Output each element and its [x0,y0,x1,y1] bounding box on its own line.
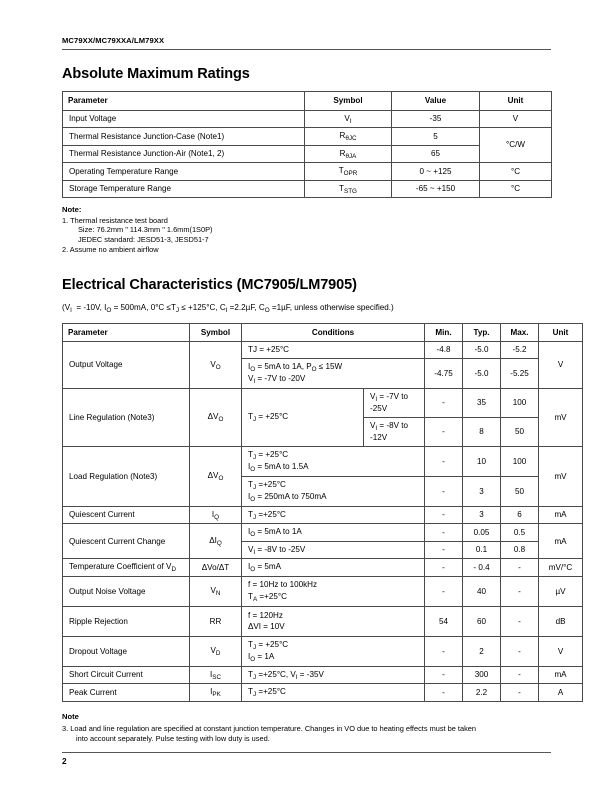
typ-line-regulation-2: 8 [463,417,501,446]
max-quiescent-current: 6 [501,506,539,524]
condition-quiescent-current-change-1: $I_O = 5mA$ to 1A [242,524,425,542]
symbol-subscript: I [225,306,228,314]
max-quiescent-current-change-2: 0.8 [501,541,539,559]
min-quiescent-current: - [425,506,463,524]
condition-load-regulation-1 [242,446,425,476]
max-temperature-coefficient: - [501,559,539,577]
condition-output-voltage-2 [242,358,425,388]
symbol-subscript: O [218,475,224,483]
symbol-subscript: O [215,363,221,371]
symbol-dropout-voltage [190,636,242,666]
symbol-subscript: D [171,566,176,574]
max-dropout-voltage: - [501,636,539,666]
parameter-peak-current: Peak Current [63,684,190,702]
symbol-subscript: D [215,650,221,658]
table-row [63,559,583,577]
symbol-subscript: J [175,306,180,314]
typ-ripple-rejection: 60 [463,606,501,636]
table-row [63,145,552,163]
condition-temperature-coefficient: $I_O = 5mA$ [242,559,425,577]
electrical-characteristics-conditions: ($V_I = -10V$, $I_O = 500mA$, $0^\circ C \le T_J \le +125^\circ C$, $C_I =2.2\mu F$, $C_O =1\mu F$, unless otherwise specified.) [62,302,394,314]
symbol-quiescent-current [190,506,242,524]
max-load-regulation-2: 50 [501,476,539,506]
min-temperature-coefficient: - [425,559,463,577]
table-row [63,110,552,128]
unit-ripple-rejection: dB [539,606,583,636]
parameter-load-regulation: Load Regulation (Note3) [63,446,190,506]
condition-quiescent-current: $T_J =+25^\circ C$ [242,506,425,524]
symbol-subscript: O [218,416,224,424]
typ-quiescent-current: 3 [463,506,501,524]
symbol-main: T [339,183,344,193]
symbol-main: ΔV [207,471,219,481]
max-output-voltage-1: -5.2 [501,342,539,359]
symbol-subscript: O [106,306,112,314]
condition-output-noise-voltage [242,576,425,606]
footnote-heading: Note [62,711,79,721]
table-row [63,684,583,702]
symbol-main: I [211,509,215,519]
unit-storage-temperature-range: °C [480,180,552,198]
symbol-subscript: Q [214,513,220,521]
note-item-1-sub-1: Size: 76.2mm " 114.3mm " 1.6mm(1S0P) [78,225,213,235]
unit-line-regulation: mV [539,388,583,446]
symbol-main: ΔI [209,536,217,546]
parameter-storage-temperature-range: Storage Temperature Range [63,180,305,198]
column-header-min: Min. [425,323,463,342]
notes-heading: Note: [62,205,82,214]
symbol-subscript: θJC [345,135,357,142]
unit-output-voltage: V [539,342,583,389]
condition-text-line1: $T_J = +25^\circ C$ [248,639,289,651]
min-load-regulation-2: - [425,476,463,506]
typ-line-regulation-1: 35 [463,388,501,417]
symbol-main: R [339,131,346,140]
condition-load-regulation-2 [242,476,425,506]
unit-quiescent-current: mA [539,506,583,524]
table-row [63,388,583,417]
condition-text-line1: $I_O = 5mA$ to 1A, $P_O \le 15W$ [248,361,343,373]
condition-text-line2: $I_O = 250mA$ to 750mA [248,492,327,504]
max-load-regulation-1: 100 [501,446,539,476]
max-quiescent-current-change-1: 0.5 [501,524,539,542]
symbol-load-regulation [190,446,242,506]
table-row [63,506,583,524]
page-number: 2 [62,757,67,766]
condition-text-line2: $T_A =+25^\circ C$ [248,591,287,603]
table-row [63,180,552,198]
symbol-output-noise-voltage [190,576,242,606]
parameter-output-noise-voltage: Output Noise Voltage [63,576,190,606]
table-row [63,163,552,181]
note-item-1: 1. Thermal resistance test board [62,215,168,225]
footnote-line-2: into account separately. Pulse testing with low duty is used. [76,733,270,743]
min-line-regulation-1: - [425,388,463,417]
min-load-regulation-1: - [425,446,463,476]
page-title-absolute-maximum-ratings: Absolute Maximum Ratings [62,66,250,82]
condition-peak-current: $T_J =+25^\circ C$ [242,684,425,702]
typ-load-regulation-1: 10 [463,446,501,476]
unit-peak-current: A [539,684,583,702]
symbol-line-regulation [190,388,242,446]
unit-short-circuit-current: mA [539,666,583,684]
value-input-voltage: -35 [392,110,480,128]
table-row [63,666,583,684]
column-header-max: Max. [501,323,539,342]
typ-peak-current: 2.2 [463,684,501,702]
unit-thermal-resistance: °C/W [480,128,552,163]
table-row [63,606,583,636]
symbol-subscript: θJA [345,152,357,160]
table-row [63,446,583,476]
min-quiescent-current-change-1: - [425,524,463,542]
symbol-output-voltage [190,342,242,389]
document-header: MC79XX/MC79XXA/LM79XX [62,36,165,45]
parameter-quiescent-current: Quiescent Current [63,506,190,524]
table-row [63,576,583,606]
symbol-quiescent-current-change [190,524,242,559]
typ-output-noise-voltage: 40 [463,576,501,606]
column-header-parameter: Parameter [63,92,305,111]
min-line-regulation-2: - [425,417,463,446]
symbol-input-voltage [305,110,392,128]
symbol-subscript: I [349,117,352,125]
header-divider [62,49,551,50]
condition-text-line2: $I_O = 1A$ [248,652,275,664]
min-ripple-rejection: 54 [425,606,463,636]
condition-ripple-rejection [242,606,425,636]
symbol-main: I [210,687,213,697]
value-operating-temperature-range: 0 ~ +125 [392,163,480,181]
column-header-typ: Typ. [463,323,501,342]
unit-dropout-voltage: V [539,636,583,666]
parameter-quiescent-current-change: Quiescent Current Change [63,524,190,559]
min-output-noise-voltage: - [425,576,463,606]
max-peak-current: - [501,684,539,702]
symbol-subscript: I [70,306,72,314]
condition-text-line1: f = 120Hz [248,610,283,620]
parameter-thermal-resistance-junction-case: Thermal Resistance Junction-Case (Note1) [63,128,305,146]
symbol-main: V [210,586,216,596]
typ-output-voltage-2: -5.0 [463,358,501,388]
max-short-circuit-current: - [501,666,539,684]
parameter-ripple-rejection: Ripple Rejection [63,606,190,636]
unit-operating-temperature-range: °C [480,163,552,181]
parameter-input-voltage: Input Voltage [63,110,305,128]
column-header-conditions: Conditions [242,323,425,342]
max-ripple-rejection: - [501,606,539,636]
min-quiescent-current-change-2: - [425,541,463,559]
condition-line-regulation-2: $V_I = -8V$ to -12V [364,417,425,446]
symbol-subscript: PK [212,691,221,699]
electrical-characteristics-footnote [62,712,551,743]
unit-output-noise-voltage: µV [539,576,583,606]
column-header-parameter: Parameter [63,323,190,342]
symbol-ripple-rejection: RR [190,606,242,636]
symbol-subscript: STG [344,187,357,195]
symbol-main: I [210,669,213,679]
condition-text-line2: $I_O = 5mA$ to 1.5A [248,462,309,474]
condition-short-circuit-current: $T_J =+25^\circ C$, $V_I = -35V$ [242,666,425,684]
symbol-main: ΔV [207,412,219,422]
symbol-main: V [344,113,350,123]
condition-line-regulation-shared: $T_J = +25^\circ C$ [242,388,364,446]
condition-output-voltage-1 [242,342,425,359]
symbol-subscript: OPR [343,170,358,177]
condition-text: TJ = +25°C [248,345,290,355]
absolute-maximum-ratings-table [62,91,552,198]
min-peak-current: - [425,684,463,702]
value-thermal-resistance-junction-air: 65 [392,145,480,163]
symbol-peak-current [190,684,242,702]
unit-input-voltage: V [480,110,552,128]
footnote-line-1: 3. Load and line regulation are specified at constant junction temperature. Changes in VO due to heating effects must be taken [62,723,477,733]
symbol-short-circuit-current [190,666,242,684]
unit-quiescent-current-change: mA [539,524,583,559]
symbol-thermal-resistance-junction-case [305,128,392,146]
note-item-2: 2. Assume no ambient airflow [62,245,159,255]
symbol-main: V [210,646,216,656]
min-short-circuit-current: - [425,666,463,684]
column-header-symbol: Symbol [305,92,392,111]
parameter-line-regulation: Line Regulation (Note3) [63,388,190,446]
condition-text-line1: $T_J = +25^\circ C$ [248,449,289,461]
table-row [63,636,583,666]
min-output-voltage-1: -4.8 [425,342,463,359]
absolute-maximum-ratings-notes [62,205,552,255]
table-row [63,342,583,359]
typ-quiescent-current-change-1: 0.05 [463,524,501,542]
parameter-short-circuit-current: Short Circuit Current [63,666,190,684]
max-output-voltage-2: -5.25 [501,358,539,388]
symbol-operating-temperature-range [305,163,392,181]
symbol-subscript: Q [216,540,222,548]
column-header-unit: Unit [480,92,552,111]
page-title-electrical-characteristics: Electrical Characteristics (MC7905/LM7905) [62,276,357,293]
column-header-unit: Unit [539,323,583,342]
condition-text-line1: $T_J =+25^\circ C$ [248,479,286,491]
symbol-subscript: SC [212,673,221,681]
condition-text-line1: f = 10Hz to 100kHz [248,580,318,590]
parameter-output-voltage: Output Voltage [63,342,190,389]
table-row [63,128,552,146]
typ-quiescent-current-change-2: 0.1 [463,541,501,559]
condition-line-regulation-1: $V_I = -7V$ to -25V [364,388,425,417]
parameter-temperature-coefficient: Temperature Coefficient of $V_D$ [63,559,190,577]
column-header-symbol: Symbol [190,323,242,342]
min-output-voltage-2: -4.75 [425,358,463,388]
max-line-regulation-2: 50 [501,417,539,446]
unit-temperature-coefficient: mV/°C [539,559,583,577]
symbol-subscript: O [264,306,270,314]
table-header-row [63,323,583,342]
table-row [63,524,583,542]
column-header-value: Value [392,92,480,111]
page-footer [62,752,551,766]
symbol-main: V [210,359,216,369]
electrical-characteristics-table [62,323,583,702]
parameter-operating-temperature-range: Operating Temperature Range [63,163,305,181]
condition-dropout-voltage [242,636,425,666]
symbol-thermal-resistance-junction-air [305,145,392,163]
parameter-thermal-resistance-junction-air: Thermal Resistance Junction-Air (Note1, 2) [63,145,305,163]
min-dropout-voltage: - [425,636,463,666]
condition-text-line2: $V_I = -7V$ to -20V [248,374,306,386]
typ-short-circuit-current: 300 [463,666,501,684]
max-line-regulation-1: 100 [501,388,539,417]
symbol-subscript: N [215,590,221,598]
typ-dropout-voltage: 2 [463,636,501,666]
parameter-dropout-voltage: Dropout Voltage [63,636,190,666]
table-header-row [63,92,552,111]
condition-quiescent-current-change-2: $V_I = -8V$ to -25V [242,541,425,559]
value-storage-temperature-range: -65 ~ +150 [392,180,480,198]
symbol-temperature-coefficient: ΔVo/ΔT [190,559,242,577]
symbol-main: R [339,148,346,158]
footer-divider [62,752,551,753]
max-output-noise-voltage: - [501,576,539,606]
symbol-main: T [338,166,344,175]
typ-load-regulation-2: 3 [463,476,501,506]
typ-output-voltage-1: -5.0 [463,342,501,359]
typ-temperature-coefficient: - 0.4 [463,559,501,577]
unit-load-regulation: mV [539,446,583,506]
condition-text-line2: ΔVI = 10V [248,622,285,632]
symbol-storage-temperature-range [305,180,392,198]
value-thermal-resistance-junction-case: 5 [392,128,480,146]
note-item-1-sub-2: JEDEC standard: JESD51-3, JESD51-7 [78,234,209,244]
